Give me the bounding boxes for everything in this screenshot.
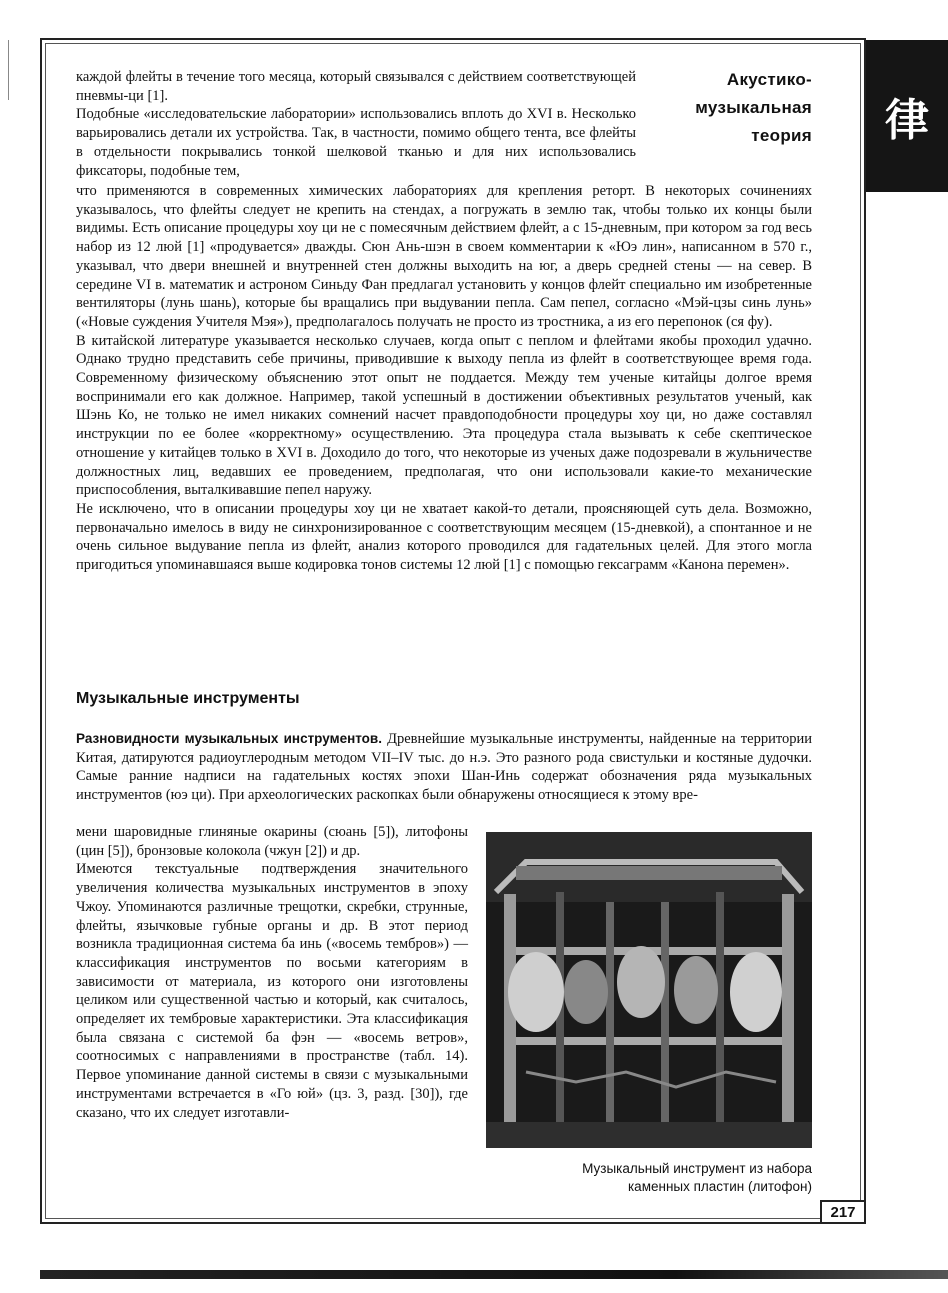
text-block-top-wide	[76, 182, 812, 575]
paragraph: Подобные «исследовательские лаборатории» использовались вплоть до XVI в. Несколько варьировались детали их устройства. Так, в частности, помимо общего тента, все флейты в отдельности покрывались тонкой шелковой тканью и для них использовались фиксаторы, подобные тем,	[76, 106, 636, 179]
paragraph: что применяются в современных химических лабораториях для крепления реторт. В некоторых сочинениях указывалось, что флейты следует не крепить на стендах, а погружать в землю так, чтобы только их концы были видимы. Есть описание процедуры хоу ци не с помесячным действием флейт, а с 15-дневным, при котором за год весь набор из 12 люй [1] «продувается» дважды. Сюн Ань-шэн в своем комментарии к «Юэ лин», написанном в 570 г., указывал, что двери внешней и внутренней стен должны выходить на юг, а дверь средней стены — на север. В середине VI в. математик и астроном Синьду Фан предлагал установить у концов флейт специально им изобретенные вентиляторы (лунь шань), которые бы вращались при выдувании пепла. Сам пепел, согласно «Мэй-цзы синь лунь» («Новые суждения Учителя Мэя»), предполагалось получать не просто из тростника, а из его перепонок (ся фу).	[76, 183, 812, 330]
text-block-instruments-narrow	[76, 823, 468, 1122]
section-tab-glyph: 律	[885, 96, 929, 145]
section-title	[650, 66, 812, 150]
subheading: Разновидности музыкальных инструментов.	[76, 731, 382, 746]
lithophone-illustration	[486, 832, 812, 1148]
figure-caption	[486, 1160, 812, 1196]
lithophone-photo	[486, 832, 812, 1148]
paragraph-text: Древнейшие музыкальные инструменты, найденные на территории Китая, датируются радиоуглеродным методом VII–IV тыс. до н.э. Это разного рода свистульки и костяные дудочки. Самые ранние надписи на гадательных костях эпохи Шан-Инь содержат обозначения ряда музыкальных инструментов (юэ ци). При археологических раскопках были обнаружены относящиеся к этому вре-	[76, 731, 812, 804]
scan-margin-mark	[8, 40, 13, 100]
section-tab	[866, 40, 948, 192]
paragraph: В китайской литературе указывается несколько случаев, когда опыт с пеплом и флейтами якобы проходил удачно. Однако трудно представить себе причины, приводившие к выходу пепла из флейт в соответствующее время года. Современному физическому объяснению этот опыт не поддается. Между тем ученые китайцы долгое время воспринимали его как должное. Например, такой успешный в достижении объективных результатов ученый, как Шэнь Ко, не только не имел никаких сомнений насчет правдоподобности процедуры хоу ци, но даже составлял инструкции по ее более «корректному» осуществлению. Эта процедура стала вызывать к себе скептическое отношение у китайцев только в XVI в. Доходило до того, что некоторые из ученых даже подозревали в жульничестве должностных лиц, ведавших ее проведением, предполагая, что они использовали какие-то механические приспособления, выталкивавшие пепел наружу.	[76, 332, 812, 499]
caption-line: Музыкальный инструмент из набора	[582, 1161, 812, 1176]
section-heading: Музыкальные инструменты	[76, 690, 300, 707]
paragraph: каждой флейты в течение того месяца, который связывался с действием соответствующей пневмы-ци [1].	[76, 69, 636, 104]
section-title-line: теория	[751, 126, 812, 145]
scan-bottom-edge	[40, 1270, 948, 1279]
text-block-instruments	[76, 730, 812, 805]
text-block-top-narrow	[76, 68, 636, 180]
page-number: 217	[820, 1200, 866, 1224]
section-title-line: музыкальная	[695, 98, 812, 117]
section-title-line: Акустико-	[726, 70, 812, 89]
paragraph: Имеются текстуальные подтверждения значительного увеличения количества музыкальных инструментов в эпоху Чжоу. Упоминаются различные трещотки, скребки, струнные, флейты, язычковые губные органы и др. В этот период возникла традиционная система ба инь («восемь тембров») — классификация инструментов по восьми категориям в зависимости от материала, из которого они изготовлены целиком или существенной частью и который, как считалось, определяет их тембровые характеристики. Эта классификация была связана с системой ба фэн — «восемь ветров», соотносимых с направлениями в пространстве (табл. 14). Первое упоминание данной системы в связи с музыкальными инструментами встречается в «Го юй» (цз. 3, разд. [30]), где сказано, что их следует изготавли-	[76, 861, 468, 1121]
paragraph: Не исключено, что в описании процедуры хоу ци не хватает какой-то детали, проясняющей суть дела. Возможно, первоначально имелось в виду не синхронизированное с соответствующим месяцем (15-дневкой), а спонтанное и не очень сильное выдувание пепла из флейт, анализ которого проводился для гадательных целей. Для этого могла пригодиться упоминавшаяся выше кодировка тонов системы 12 люй [1] с помощью гексаграмм «Канона перемен».	[76, 500, 812, 574]
paragraph	[76, 730, 812, 805]
paragraph: мени шаровидные глиняные окарины (сюань [5]), литофоны (цин [5]), бронзовые колокола (чжун [2]) и др.	[76, 824, 468, 859]
caption-line: каменных пластин (литофон)	[627, 1179, 812, 1194]
